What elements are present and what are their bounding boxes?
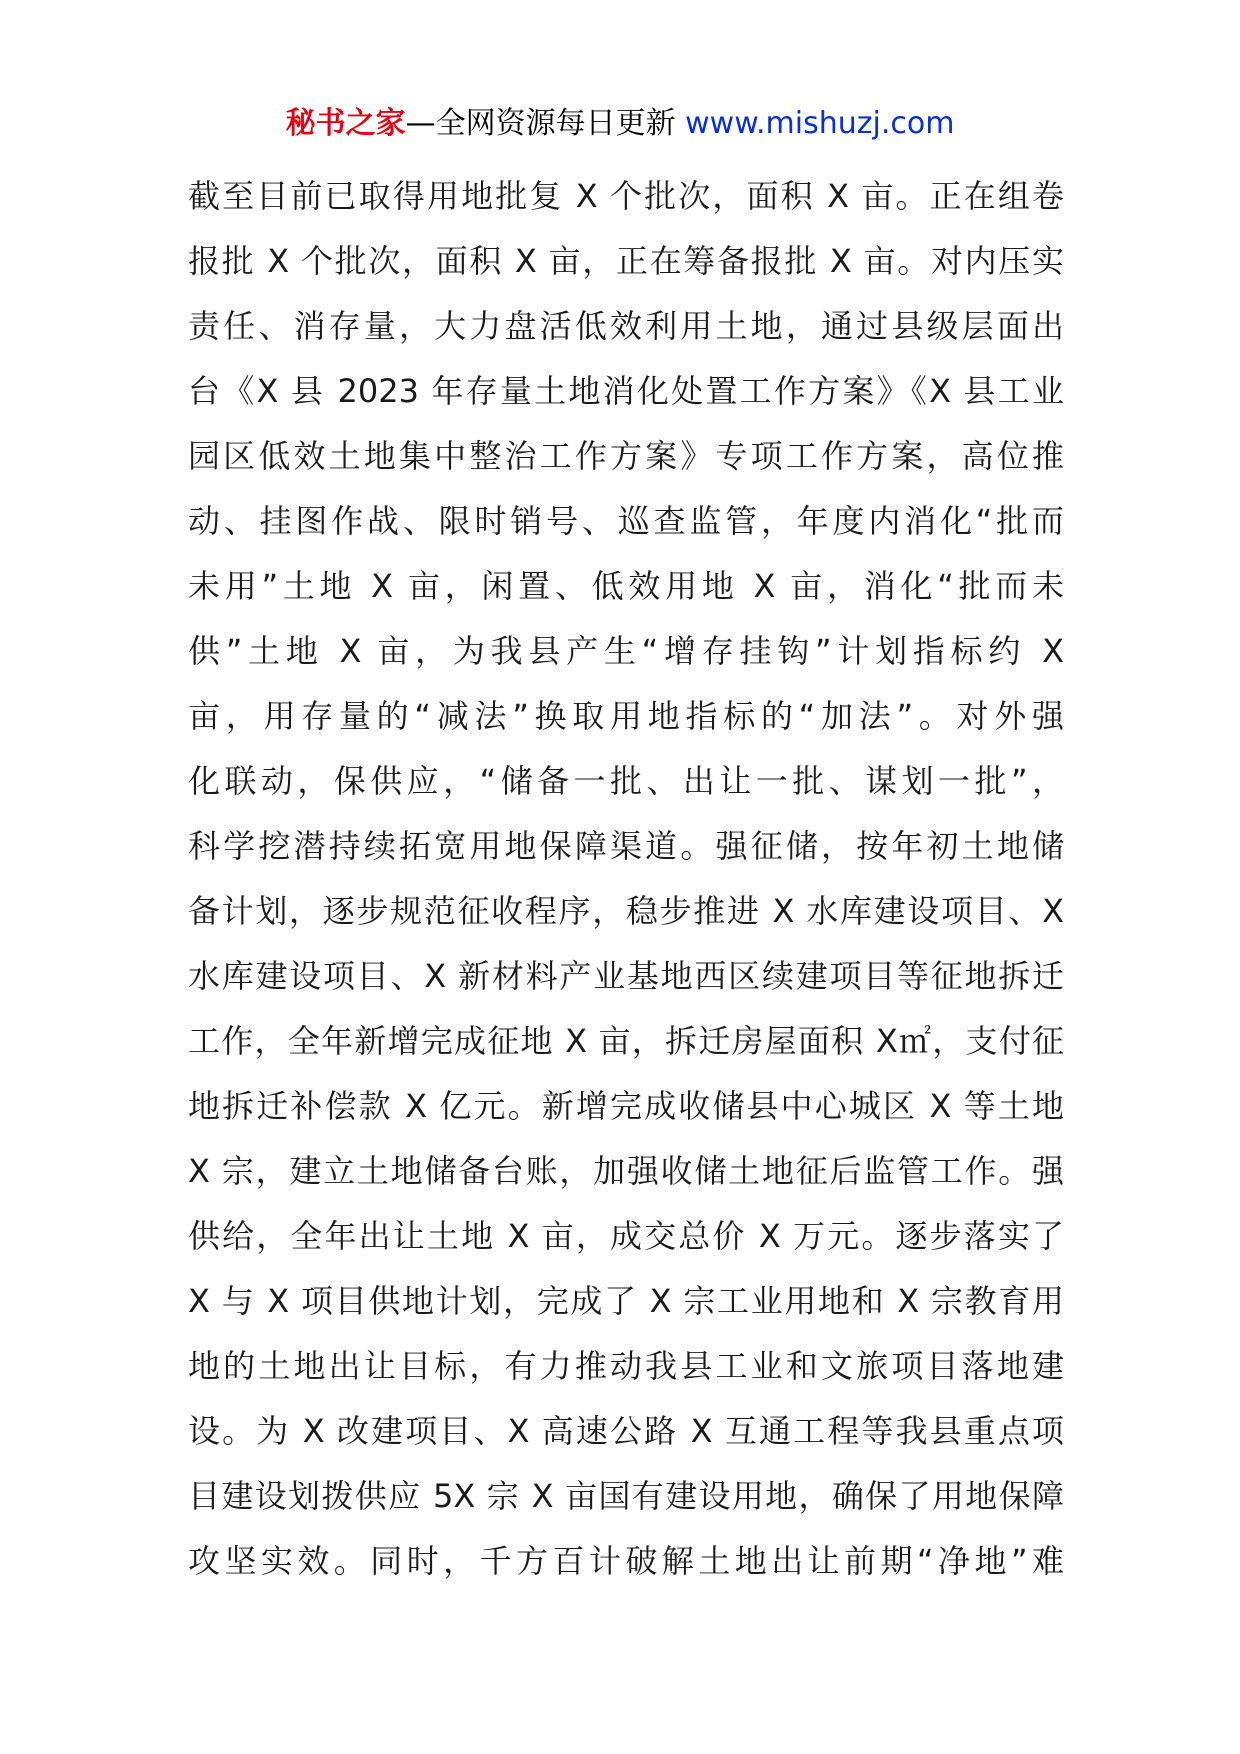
text-line: 科学挖潜持续拓宽用地保障渠道。强征储，按年初土地储 [188, 827, 1064, 865]
header-brand: 秘书之家 [285, 106, 406, 141]
header-url-link[interactable]: www.mishuzj.com [685, 106, 955, 141]
body-paragraph [188, 164, 1064, 1594]
text-line: 水库建设项目、X 新材料产业基地西区续建项目等征地拆迁 [188, 957, 1064, 995]
page-header [0, 100, 1240, 148]
text-line: 未用”土地 X 亩，闲置、低效用地 X 亩，消化“批而未 [188, 567, 1064, 605]
text-line: 工作，全年新增完成征地 X 亩，拆迁房屋面积 X㎡，支付征 [188, 1022, 1064, 1060]
text-line: 化联动，保供应，“储备一批、出让一批、谋划一批”， [188, 762, 1064, 800]
text-line: 截至目前已取得用地批复 X 个批次，面积 X 亩。正在组卷 [188, 177, 1064, 215]
text-line: 设。为 X 改建项目、X 高速公路 X 互通工程等我县重点项 [188, 1412, 1064, 1450]
text-line: 动、挂图作战、限时销号、巡查监管，年度内消化“批而 [188, 502, 1064, 540]
text-line: X 宗，建立土地储备台账，加强收储土地征后监管工作。强 [188, 1152, 1064, 1190]
text-line: 供”土地 X 亩，为我县产生“增存挂钩”计划指标约 X [188, 632, 1064, 670]
text-line: 报批 X 个批次，面积 X 亩，正在筹备报批 X 亩。对内压实 [188, 242, 1064, 280]
text-line: 供给，全年出让土地 X 亩，成交总价 X 万元。逐步落实了 [188, 1217, 1064, 1255]
text-line: 亩，用存量的“减法”换取用地指标的“加法”。对外强 [188, 697, 1064, 735]
text-line: X 与 X 项目供地计划，完成了 X 宗工业用地和 X 宗教育用 [188, 1282, 1064, 1320]
text-line: 攻坚实效。同时，千方百计破解土地出让前期“净地”难 [188, 1542, 1064, 1580]
text-line: 地拆迁补偿款 X 亿元。新增完成收储县中心城区 X 等土地 [188, 1087, 1064, 1125]
header-tagline: —全网资源每日更新 [405, 106, 686, 141]
text-line: 备计划，逐步规范征收程序，稳步推进 X 水库建设项目、X [188, 892, 1064, 930]
text-line: 园区低效土地集中整治工作方案》专项工作方案，高位推 [188, 437, 1064, 475]
text-line: 地的土地出让目标，有力推动我县工业和文旅项目落地建 [188, 1347, 1064, 1385]
text-line: 目建设划拨供应 5X 宗 X 亩国有建设用地，确保了用地保障 [188, 1477, 1064, 1515]
text-line: 台《X 县 2023 年存量土地消化处置工作方案》《X 县工业 [188, 372, 1064, 410]
text-line: 责任、消存量，大力盘活低效利用土地，通过县级层面出 [188, 307, 1064, 345]
